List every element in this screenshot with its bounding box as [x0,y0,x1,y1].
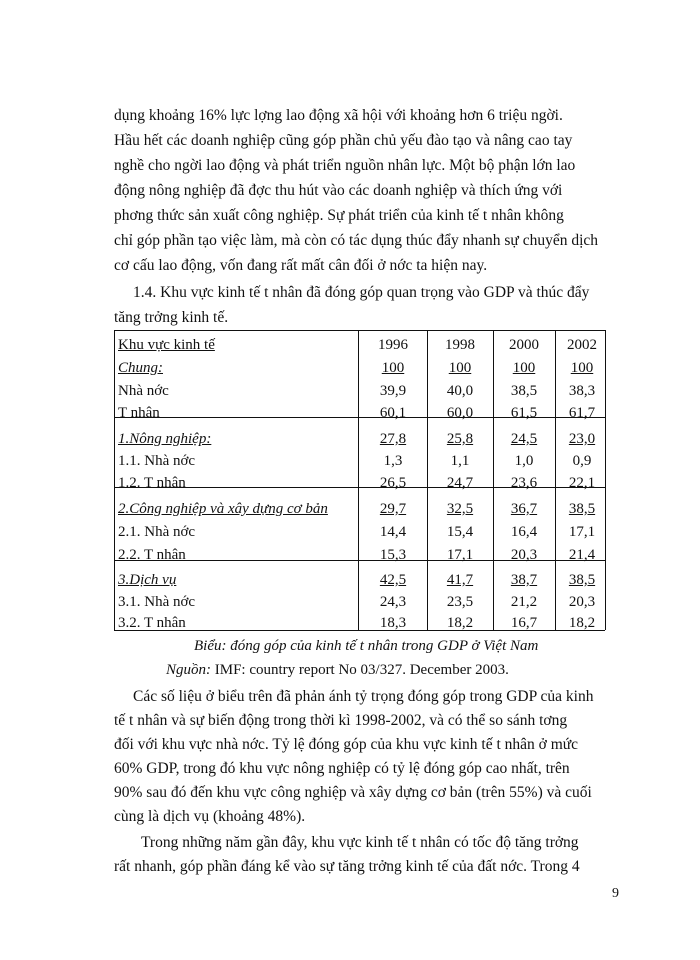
paragraph-line: cơ cấu lao động, vốn đang rất mất cân đối ở nớc ta hiện nay. [114,257,488,274]
table-cell: 42,5 [379,572,407,588]
table-cell: 26,5 [379,475,407,491]
paragraph-line: tế t nhân và sự biến động trong thời kì 1998-2002, và có thể so sánh tơng [114,712,568,729]
table-cell: 61,5 [510,405,538,421]
table-cell: 100 [448,360,472,376]
paragraph-line: rất nhanh, góp phần đáng kể vào sự tăng trởng kinh tế của đất nớc. Trong 4 [114,858,580,875]
table-cell: 22,1 [568,475,596,491]
table-row-label: 2.2. T nhân [118,547,186,563]
page-number: 9 [612,886,619,901]
table-cell: 38,5 [568,572,596,588]
table-header-label: Khu vực kinh tế [118,337,215,353]
table-row-label: Chung: [118,360,163,376]
section-heading-line: 1.4. Khu vực kinh tế t nhân đã đóng góp quan trọng vào GDP và thúc đẩy [133,284,590,301]
paragraph-line: 60% GDP, trong đó khu vực nông nghiệp có tỷ lệ đóng góp cao nhất, trên [114,760,570,777]
table-cell: 20,3 [568,594,596,610]
table-cell: 18,2 [446,615,474,631]
table-row-label: 3.2. T nhân [118,615,186,631]
paragraph-line: Hầu hết các doanh nghiệp cũng góp phần chủ yếu đào tạo và nâng cao tay [114,132,573,149]
paragraph-line: Trong những năm gần đây, khu vực kinh tế t nhân có tốc độ tăng trởng [141,834,579,851]
paragraph-line: đối với khu vực nhà nớc. Tỷ lệ đóng góp của khu vực kinh tế t nhân ở mức [114,736,579,753]
table-cell: 60,0 [446,405,474,421]
table-cell: 18,2 [568,615,596,631]
table-row-label: 2.Công nghiệp và xây dựng cơ bản [118,501,328,517]
paragraph-line: cùng là dịch vụ (khoảng 48%). [114,808,306,825]
table-header-year: 2002 [567,337,597,353]
table-cell: 1,0 [514,453,534,469]
table-cell: 15,4 [446,524,474,540]
table-cell: 100 [381,360,405,376]
paragraph-line: phơng thức sản xuất công nghiệp. Sự phát triển của kinh tế t nhân không [114,207,564,224]
table-header-year: 1998 [445,337,475,353]
table-cell: 38,3 [568,383,596,399]
table-header-year: 1996 [378,337,408,353]
table-cell: 24,5 [510,431,538,447]
table-cell: 29,7 [379,501,407,517]
paragraph-line: 90% sau đó đến khu vực công nghiệp và xây dựng cơ bản (trên 55%) và cuối [114,784,592,801]
table-cell: 32,5 [446,501,474,517]
table-cell: 18,3 [379,615,407,631]
table-source [166,662,509,679]
table-row-label: Nhà nớc [118,383,169,399]
table-cell: 14,4 [379,524,407,540]
table-cell: 24,7 [446,475,474,491]
table-cell: 36,7 [510,501,538,517]
table-cell: 24,3 [379,594,407,610]
paragraph-line: Các số liệu ở biểu trên đã phản ánh tỷ trọng đóng góp trong GDP của kinh [133,688,594,705]
table-row-label: 3.Dịch vụ [118,572,177,588]
table-cell: 15,3 [379,547,407,563]
table-cell: 38,5 [510,383,538,399]
table-cell: 39,9 [379,383,407,399]
source-text: IMF: country report No 03/327. December 2003. [211,662,509,678]
table-row-label: 1.1. Nhà nớc [118,453,196,469]
table-cell: 100 [570,360,594,376]
table-cell: 1,1 [450,453,470,469]
table-cell: 60,1 [379,405,407,421]
table-row-label: 2.1. Nhà nớc [118,524,196,540]
table-cell: 16,7 [510,615,538,631]
table-cell: 21,4 [568,547,596,563]
table-cell: 27,8 [379,431,407,447]
table-cell: 21,2 [510,594,538,610]
table-cell: 0,9 [572,453,592,469]
table-cell: 38,7 [510,572,538,588]
table-cell: 17,1 [568,524,596,540]
table-cell: 23,0 [568,431,596,447]
table-cell: 25,8 [446,431,474,447]
paragraph-line: chỉ góp phần tạo việc làm, mà còn có tác dụng thúc đẩy nhanh sự chuyển dịch [114,232,599,249]
table-cell: 16,4 [510,524,538,540]
table-cell: 41,7 [446,572,474,588]
table-cell: 20,3 [510,547,538,563]
table-cell: 23,5 [446,594,474,610]
source-label: Nguồn: [166,662,211,678]
table-row-label: 3.1. Nhà nớc [118,594,196,610]
table-row-label: T nhân [118,405,160,421]
table-row-label: 1.2. T nhân [118,475,186,491]
paragraph-line: động nông nghiệp đã đợc thu hút vào các doanh nghiệp và thích ứng với [114,182,563,199]
gdp-contribution-table [114,330,605,630]
table-cell: 40,0 [446,383,474,399]
table-cell: 1,3 [383,453,403,469]
paragraph-line: nghề cho ngời lao động và phát triển nguồn nhân lực. Một bộ phận lớn lao [114,157,576,174]
table-cell: 17,1 [446,547,474,563]
paragraph-line: dụng khoảng 16% lực lợng lao động xã hội với khoảng hơn 6 triệu ngời. [114,107,563,124]
table-cell: 23,6 [510,475,538,491]
section-heading-line: tăng trởng kinh tế. [114,309,229,326]
table-cell: 100 [512,360,536,376]
table-cell: 38,5 [568,501,596,517]
table-header-year: 2000 [509,337,539,353]
table-row-label: 1.Nông nghiệp: [118,431,212,447]
table-caption: Biểu: đóng góp của kinh tế t nhân trong GDP ở Việt Nam [194,638,539,654]
table-cell: 61,7 [568,405,596,421]
